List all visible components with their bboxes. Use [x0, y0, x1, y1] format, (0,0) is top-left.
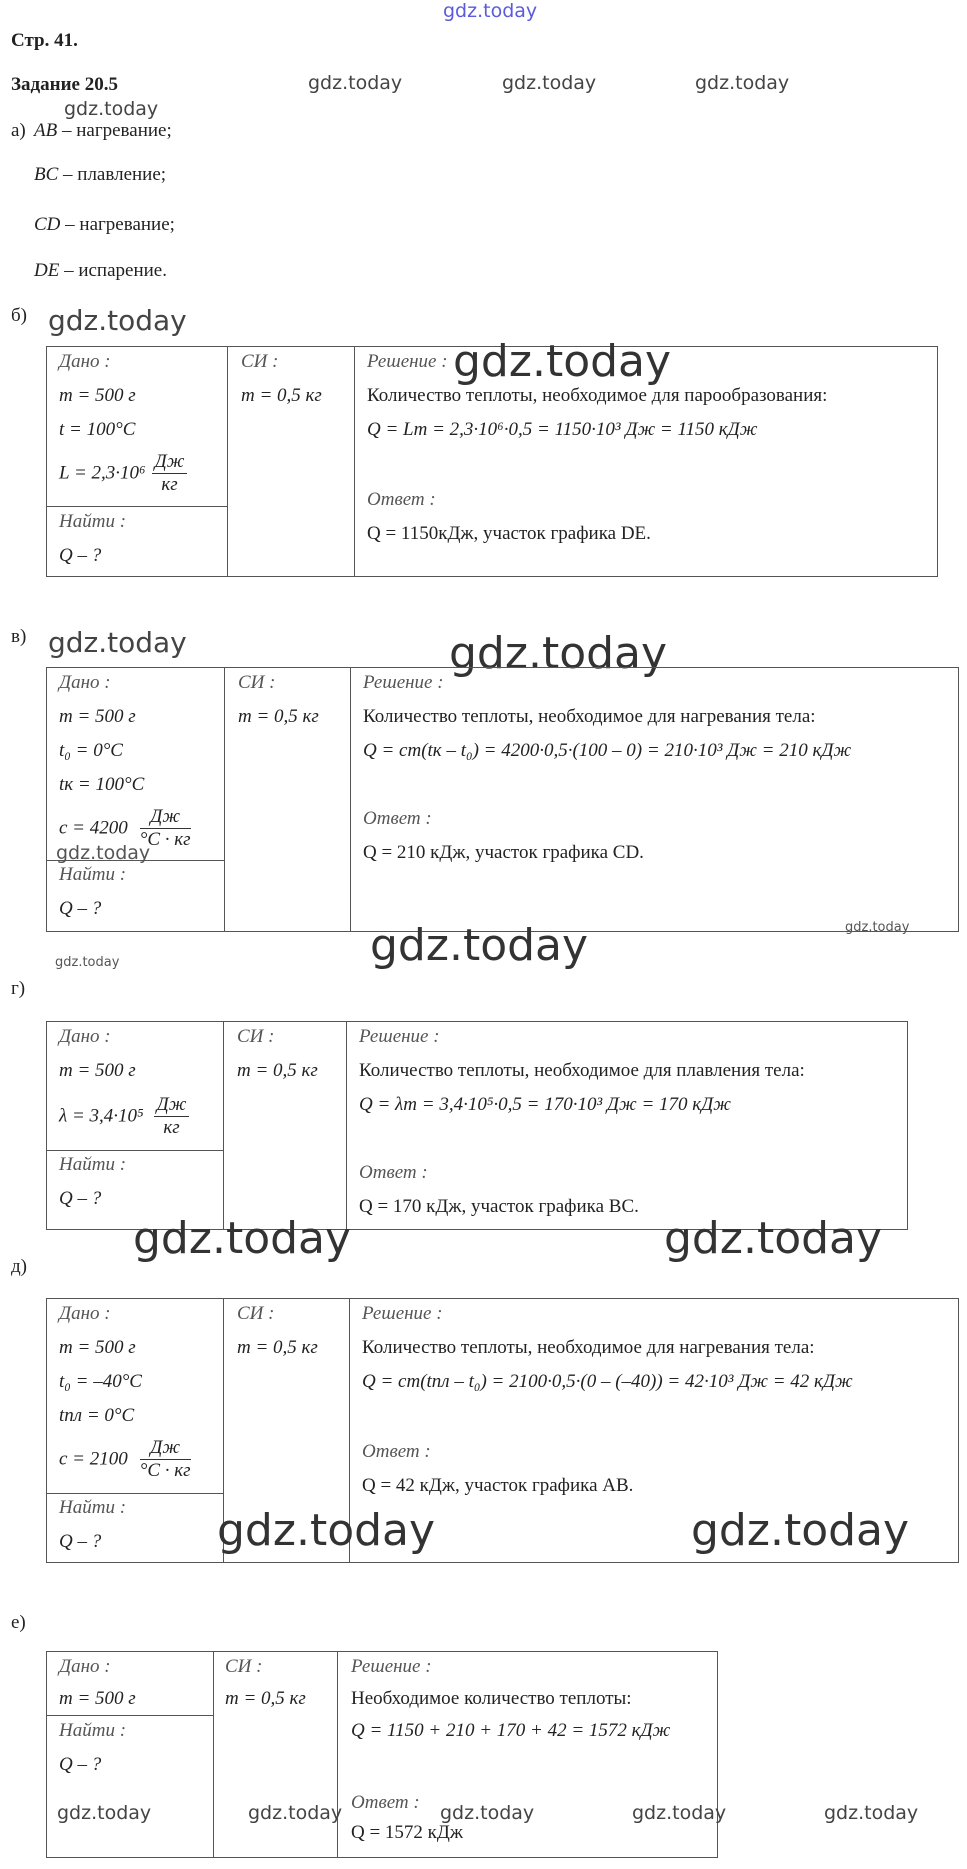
find-value: Q – ?	[59, 1188, 102, 1209]
find-label: Найти :	[59, 1154, 127, 1175]
part-d-label: д)	[11, 1256, 27, 1277]
si-label: СИ :	[237, 1303, 275, 1324]
find-value: Q – ?	[59, 545, 102, 566]
find-label: Найти :	[59, 1497, 127, 1518]
given-value: t₀ = –40°C	[59, 1371, 142, 1392]
formula: Q = λm = 3,4·10⁵·0,5 = 170·10³ Дж = 170 кДж	[359, 1094, 731, 1115]
solution-text: Количество теплоты, необходимое для нагревания тела:	[362, 1337, 815, 1358]
answer-label: Ответ :	[351, 1792, 420, 1813]
solution-label: Решение :	[363, 672, 444, 693]
watermark: gdz.today	[55, 955, 120, 970]
find-value: Q – ?	[59, 1531, 102, 1552]
formula: Q = Lm = 2,3·10⁶·0,5 = 1150·10³ Дж = 1150 кДж	[367, 419, 758, 440]
answer-label: Ответ :	[359, 1162, 428, 1183]
si-value: m = 0,5 кг	[237, 1060, 318, 1081]
given-value: c = 2100 $\frac{Дж}{^\circ C \cdot кг}$	[59, 1437, 191, 1481]
watermark: gdz.today	[308, 72, 403, 94]
given-value: m = 500 г	[59, 1337, 136, 1358]
given-label: Дано :	[59, 1303, 111, 1324]
part-a-line: CD – нагревание;	[34, 214, 175, 235]
given-value: m = 500 г	[59, 385, 136, 406]
given-value: t₀ = 0°C	[59, 740, 123, 761]
given-label: Дано :	[59, 1026, 111, 1047]
part-a-line: DE – испарение.	[34, 260, 167, 281]
answer-value: Q = 210 кДж, участок графика CD.	[363, 842, 644, 863]
find-label: Найти :	[59, 864, 127, 885]
solution-text: Необходимое количество теплоты:	[351, 1688, 632, 1709]
si-label: СИ :	[238, 672, 276, 693]
watermark: gdz.today	[440, 1802, 535, 1824]
task-title: Задание 20.5	[11, 74, 118, 95]
si-label: СИ :	[241, 351, 279, 372]
solution-label: Решение :	[359, 1026, 440, 1047]
part-g-table	[46, 1021, 908, 1230]
answer-value: Q = 1150кДж, участок графика DE.	[367, 523, 651, 544]
answer-value: Q = 42 кДж, участок графика AB.	[362, 1475, 634, 1496]
part-a-line: AB – нагревание;	[34, 120, 172, 141]
watermark: gdz.today	[217, 1505, 436, 1556]
solution-label: Решение :	[351, 1656, 432, 1677]
given-value: t = 100°C	[59, 419, 136, 440]
given-value: tпл = 0°C	[59, 1405, 135, 1426]
solution-text: Количество теплоты, необходимое для плавления тела:	[359, 1060, 805, 1081]
si-label: СИ :	[225, 1656, 263, 1677]
watermark: gdz.today	[248, 1802, 343, 1824]
given-value: tк = 100°C	[59, 774, 145, 795]
watermark: gdz.today	[691, 1505, 910, 1556]
answer-value: Q = 1572 кДж	[351, 1822, 464, 1843]
part-b-label: б)	[11, 305, 27, 326]
formula: Q = 1150 + 210 + 170 + 42 = 1572 кДж	[351, 1720, 671, 1741]
part-g-label: г)	[11, 978, 26, 999]
watermark: gdz.today	[453, 336, 672, 387]
watermark: gdz.today	[48, 626, 187, 659]
watermark: gdz.today	[57, 1802, 152, 1824]
page-ref: Стр. 41.	[11, 30, 78, 51]
si-value: m = 0,5 кг	[241, 385, 322, 406]
watermark: gdz.today	[443, 0, 538, 22]
watermark: gdz.today	[632, 1802, 727, 1824]
part-v-table	[46, 667, 959, 932]
watermark: gdz.today	[695, 72, 790, 94]
watermark: gdz.today	[449, 628, 668, 679]
watermark: gdz.today	[64, 98, 159, 120]
watermark: gdz.today	[133, 1213, 352, 1264]
answer-value: Q = 170 кДж, участок графика BC.	[359, 1196, 639, 1217]
answer-label: Ответ :	[362, 1441, 431, 1462]
given-label: Дано :	[59, 1656, 111, 1677]
part-a-label: а)	[11, 120, 26, 141]
given-label: Дано :	[59, 672, 111, 693]
find-label: Найти :	[59, 1720, 127, 1741]
given-value: c = 4200 $\frac{Дж}{^\circ C \cdot кг}$	[59, 806, 191, 850]
given-value: m = 500 г	[59, 1688, 136, 1709]
solution-label: Решение :	[367, 351, 448, 372]
find-value: Q – ?	[59, 1754, 102, 1775]
solution-text: Количество теплоты, необходимое для парообразования:	[367, 385, 828, 406]
find-label: Найти :	[59, 511, 127, 532]
si-value: m = 0,5 кг	[225, 1688, 306, 1709]
part-a-line: BC – плавление;	[34, 164, 167, 185]
watermark: gdz.today	[845, 920, 910, 935]
answer-label: Ответ :	[367, 489, 436, 510]
watermark: gdz.today	[664, 1213, 883, 1264]
solution-label: Решение :	[362, 1303, 443, 1324]
si-label: СИ :	[237, 1026, 275, 1047]
watermark: gdz.today	[502, 72, 597, 94]
formula: Q = cm(tпл – t₀) = 2100·0,5·(0 – (–40)) = 42·10³ Дж = 42 кДж	[362, 1371, 853, 1392]
si-value: m = 0,5 кг	[238, 706, 319, 727]
watermark: gdz.today	[48, 304, 187, 337]
given-label: Дано :	[59, 351, 111, 372]
given-value: L = 2,3·10⁶ $\frac{Дж}{кг}$	[59, 451, 187, 496]
si-value: m = 0,5 кг	[237, 1337, 318, 1358]
given-value: λ = 3,4·10⁵ $\frac{Дж}{кг}$	[59, 1094, 189, 1139]
part-e-label: е)	[11, 1612, 26, 1633]
watermark: gdz.today	[824, 1802, 919, 1824]
watermark: gdz.today	[370, 920, 589, 971]
find-value: Q – ?	[59, 898, 102, 919]
given-value: m = 500 г	[59, 1060, 136, 1081]
part-v-label: в)	[11, 626, 27, 647]
solution-text: Количество теплоты, необходимое для нагревания тела:	[363, 706, 816, 727]
answer-label: Ответ :	[363, 808, 432, 829]
formula: Q = cm(tк – t₀) = 4200·0,5·(100 – 0) = 210·10³ Дж = 210 кДж	[363, 740, 852, 761]
watermark: gdz.today	[56, 842, 151, 864]
given-value: m = 500 г	[59, 706, 136, 727]
part-e-table	[46, 1651, 718, 1858]
